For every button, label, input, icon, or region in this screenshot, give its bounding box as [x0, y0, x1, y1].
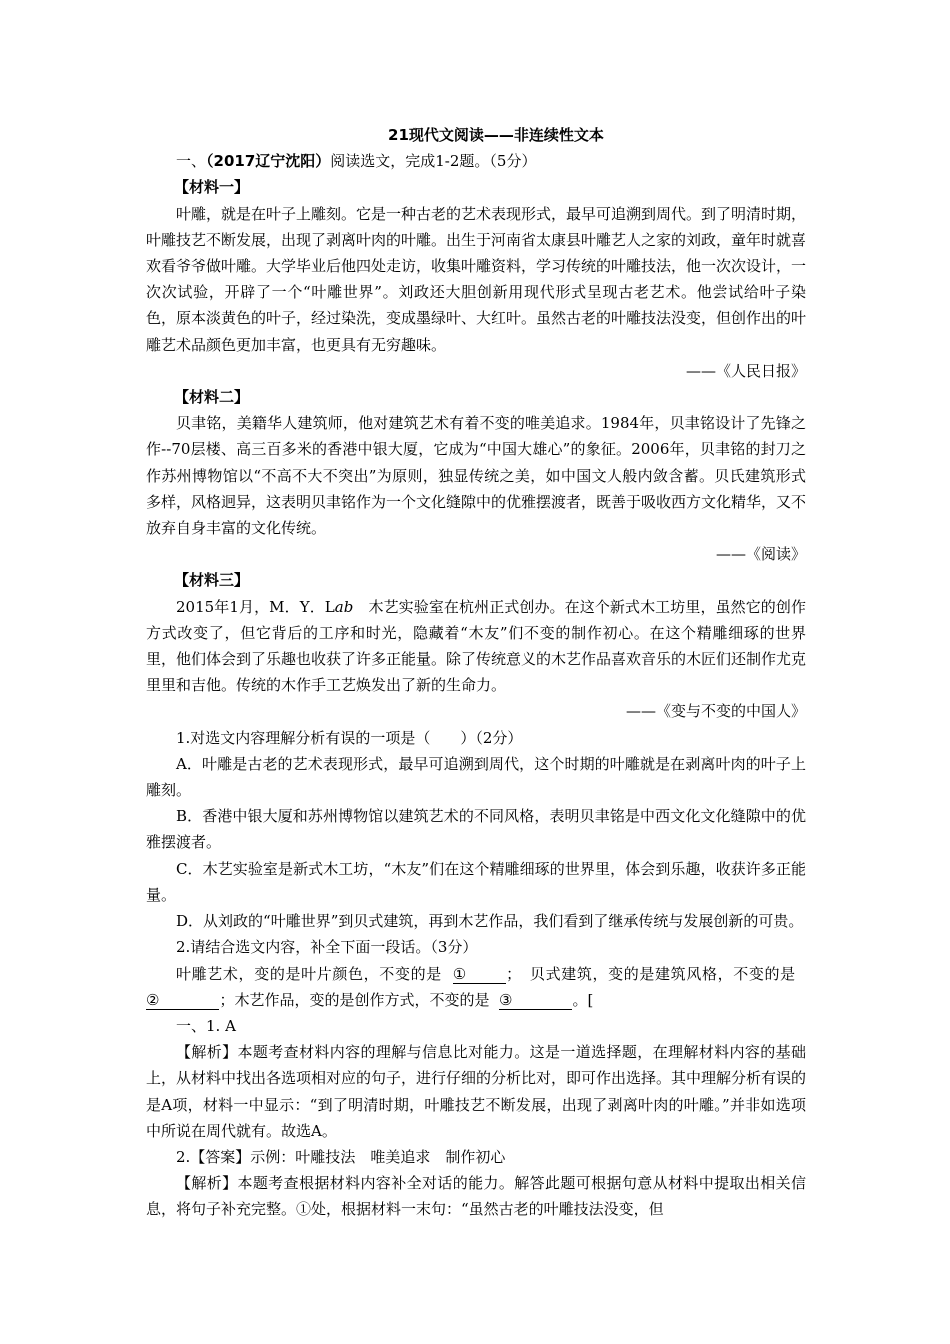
section-prefix: 一、 [176, 152, 207, 171]
page-title: 21现代文阅读——非连续性文本 [388, 126, 604, 144]
material-one-source: ——《人民日报》 [685, 361, 806, 380]
material-two-text: 贝聿铭，美籍华人建筑师，他对建筑艺术有着不变的唯美追求。1984年，贝聿铭设计了先锋之作--70层楼、高三百多米的香港中银大厦，它成为“中国大雄心”的象征。2006年，贝聿铭的封刀之作苏州博物馆以“不高不大不突出”为原则，独显传统之美，如中国文人般内敛含蓄。贝氏建筑形式多样，风格迥异，这表明贝聿铭作为一个文化缝隙中的优雅摆渡者，既善于吸收西方文化精华，又不放弃自身丰富的文化传统。 [146, 414, 807, 538]
answer-two: 2.【答案】示例：叶雕技法 唯美追求 制作初心 [176, 1147, 506, 1166]
fill-text-part-4: 。[ [572, 990, 594, 1009]
fill-blank-3: ③ [499, 991, 572, 1010]
section-instruction: 阅读选文，完成1-2题。（5分） [330, 152, 537, 171]
document-page [146, 122, 806, 1223]
section-source: （2017辽宁沈阳） [206, 152, 331, 171]
fill-text-part-3: ；木艺作品，变的是创作方式，不变的是 [219, 990, 490, 1009]
question-one-option-d: D．从刘政的“叶雕世界”到贝式建筑，再到木艺作品，我们看到了继承传统与发展创新的可贵。 [176, 912, 804, 931]
section-header [146, 148, 806, 174]
material-three-text [146, 594, 806, 699]
question-one-stem: 1.对选文内容理解分析有误的一项是（ ）（2分） [176, 728, 523, 747]
material-two-source: ——《阅读》 [715, 545, 806, 564]
material-three-text-start: 2015年1月，M．Y．L [176, 597, 335, 616]
question-one-option-c: C．木艺实验室是新式木工坊，“木友”们在这个精雕细琢的世界里，体会到乐趣，收获许多正能量。 [146, 859, 806, 904]
material-two-label: 【材料二】 [174, 388, 250, 407]
fill-blank-1: ① [453, 965, 506, 984]
material-three-source: ——《变与不变的中国人》 [625, 702, 806, 721]
material-three-text-rest: 木艺实验室在杭州正式创办。在这个新式木工坊里，虽然它的创作方式改变了，但它背后的工序和时光，隐藏着“木友”们不变的制作初心。在这个精雕细琢的世界里，他们体会到了乐趣也收获了许多正能量。除了传统意义的木艺作品喜欢音乐的木匠们还制作尤克里里和吉他。传统的木作手工艺焕发出了新的生命力。 [146, 597, 807, 695]
fill-text-part-2: ； 贝式建筑，变的是建筑风格，不变的是 [506, 964, 796, 983]
answer-one-analysis: 【解析】本题考查材料内容的理解与信息比对能力。这是一道选择题，在理解材料内容的基础上，从材料中找出各选项相对应的句子，进行仔细的分析比对，即可作出选择。其中理解分析有误的是A项，材料一中显示：“到了明清时期，叶雕技艺不断发展，出现了剥离叶肉的叶雕。”并非如选项中所说在周代就有。故选A。 [146, 1043, 807, 1140]
fill-blank-2: ② [146, 991, 219, 1010]
question-one-option-b: B．香港中银大厦和苏州博物馆以建筑艺术的不同风格，表明贝聿铭是中西文化文化缝隙中的优雅摆渡者。 [146, 807, 806, 852]
material-three-label: 【材料三】 [174, 571, 250, 590]
fill-text-part-1: 叶雕艺术，变的是叶片颜色，不变的是 [176, 964, 442, 983]
question-two-fill-text [146, 961, 806, 1013]
question-one-option-a: A．叶雕是古老的艺术表现形式，最早可追溯到周代，这个时期的叶雕就是在剥离叶肉的叶子上雕刻。 [146, 754, 806, 800]
material-one-label: 【材料一】 [174, 178, 250, 197]
material-three-italic: ab [334, 597, 354, 616]
answer-two-analysis: 【解析】本题考查根据材料内容补全对话的能力。解答此题可根据句意从材料中提取出相关信息，将句子补充完整。①处，根据材料一末句：“虽然古老的叶雕技法没变，但 [146, 1174, 806, 1219]
question-two-stem: 2.请结合选文内容，补全下面一段话。（3分） [176, 938, 478, 957]
material-one-text: 叶雕，就是在叶子上雕刻。它是一种古老的艺术表现形式，最早可追溯到周代。到了明清时期，叶雕技艺不断发展，出现了剥离叶肉的叶雕。出生于河南省太康县叶雕艺人之家的刘政，童年时就喜欢看爷爷做叶雕。大学毕业后他四处走访，收集叶雕资料，学习传统的叶雕技法，他一次次设计，一次次试验，开辟了一个“叶雕世界”。刘政还大胆创新用现代形式呈现古老艺术。他尝试给叶子染色，原本淡黄色的叶子，经过染洗，变成墨绿叶、大红叶。虽然古老的叶雕技法没变，但创作出的叶雕艺术品颜色更加丰富，也更具有无穷趣味。 [146, 204, 807, 354]
answer-one: 一、1. A [176, 1016, 236, 1035]
